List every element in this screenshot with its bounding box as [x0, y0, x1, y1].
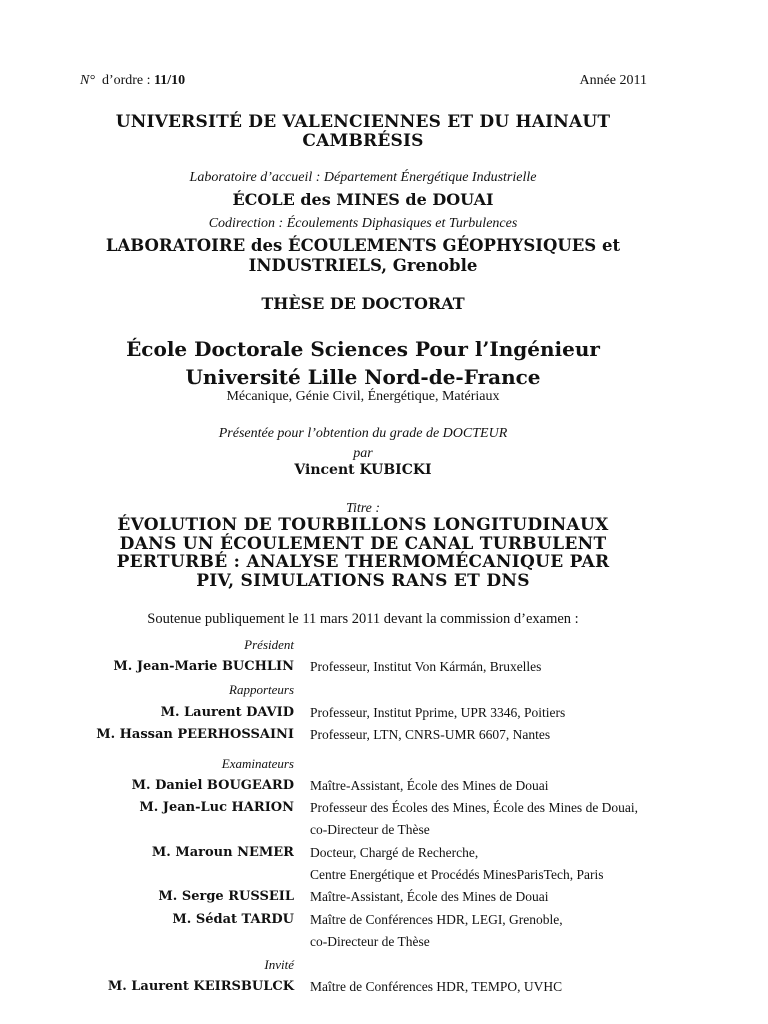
jury-name: M. Maroun NEMER [151, 845, 294, 860]
jury-desc: Maître de Conférences HDR, TEMPO, UVHC [310, 979, 563, 994]
title-label: Titre : [345, 501, 381, 516]
defense-statement: Soutenue publiquement le 11 mars 2011 devant la commission d’examen : [147, 611, 579, 627]
jury-desc: Professeur, Institut Von Kármán, Bruxelles [310, 659, 542, 674]
order-prefix: N° [80, 73, 95, 88]
title-line-1: ÉVOLUTION DE TOURBILLONS LONGITUDINAUX [117, 515, 609, 535]
doctoral-school: École Doctorale Sciences Pour l’Ingénieur [126, 337, 600, 361]
codirection-label: Codirection : Écoulements Diphasiques et Turbulences [208, 216, 518, 231]
jury-name: M. Hassan PEERHOSSAINI [96, 727, 294, 742]
order-number [80, 73, 185, 89]
jury-name: M. Jean-Luc HARION [139, 800, 294, 815]
jury-name: M. Jean-Marie BUCHLIN [113, 659, 294, 674]
thesis-title [0, 516, 726, 590]
host-school: ÉCOLE des MINES de DOUAI [232, 190, 494, 209]
university-line-1: UNIVERSITÉ DE VALENCIENNES ET DU HAINAUT [115, 112, 611, 132]
year: Année 2011 [579, 73, 647, 88]
jury-desc: Professeur des Écoles des Mines, École des Mines de Douai, [310, 800, 639, 815]
author-name: Vincent KUBICKI [294, 462, 432, 478]
presentation-text: Présentée pour l’obtention du grade de DOCTEUR [218, 426, 508, 441]
par-word: par [353, 446, 373, 461]
jury-desc: co-Directeur de Thèse [310, 822, 430, 837]
jury-desc: Docteur, Chargé de Recherche, [310, 845, 479, 860]
host-lab-label: Laboratoire d’accueil : Département Énergétique Industrielle [189, 170, 537, 185]
role-president: Président [244, 637, 294, 652]
jury-desc: Professeur, LTN, CNRS-UMR 6607, Nantes [310, 727, 551, 742]
jury-desc: Professeur, Institut Pprime, UPR 3346, Poitiers [310, 705, 566, 720]
order-value: 11/10 [154, 73, 186, 88]
jury-name: M. Daniel BOUGEARD [131, 778, 294, 793]
codirection-lab [0, 236, 726, 276]
jury-desc: Maître-Assistant, École des Mines de Douai [310, 889, 549, 904]
jury-name: M. Serge RUSSEIL [158, 889, 294, 904]
jury-name: M. Laurent DAVID [160, 705, 294, 720]
jury-desc: Maître de Conférences HDR, LEGI, Grenoble, [310, 912, 563, 927]
university-line-2: CAMBRÉSIS [302, 131, 424, 151]
codirection-lab-line-2: INDUSTRIELS, Grenoble [248, 256, 478, 275]
doctoral-fields: Mécanique, Génie Civil, Énergétique, Matériaux [226, 389, 500, 404]
doctoral-university: Université Lille Nord-de-France [185, 365, 541, 389]
title-line-3: PERTURBÉ : ANALYSE THERMOMÉCANIQUE PAR [116, 552, 610, 572]
role-rapporteurs: Rapporteurs [229, 682, 294, 697]
role-examinateurs: Examinateurs [221, 756, 294, 771]
jury-name: M. Sédat TARDU [172, 912, 294, 927]
order-label: d’ordre : [101, 73, 151, 88]
jury-desc: co-Directeur de Thèse [310, 934, 430, 949]
title-line-2: DANS UN ÉCOULEMENT DE CANAL TURBULENT [119, 533, 607, 554]
thesis-type: THÈSE DE DOCTORAT [261, 294, 465, 313]
role-invite: Invité [264, 957, 294, 972]
order-line [80, 73, 647, 93]
codirection-lab-line-1: LABORATOIRE des ÉCOULEMENTS GÉOPHYSIQUES et [105, 236, 621, 255]
jury-desc: Centre Energétique et Procédés MinesParisTech, Paris [310, 867, 604, 882]
jury-desc: Maître-Assistant, École des Mines de Douai [310, 778, 549, 793]
university-name [0, 113, 726, 151]
title-line-4: PIV, SIMULATIONS RANS ET DNS [196, 570, 530, 591]
jury-name: M. Laurent KEIRSBULCK [107, 979, 294, 994]
